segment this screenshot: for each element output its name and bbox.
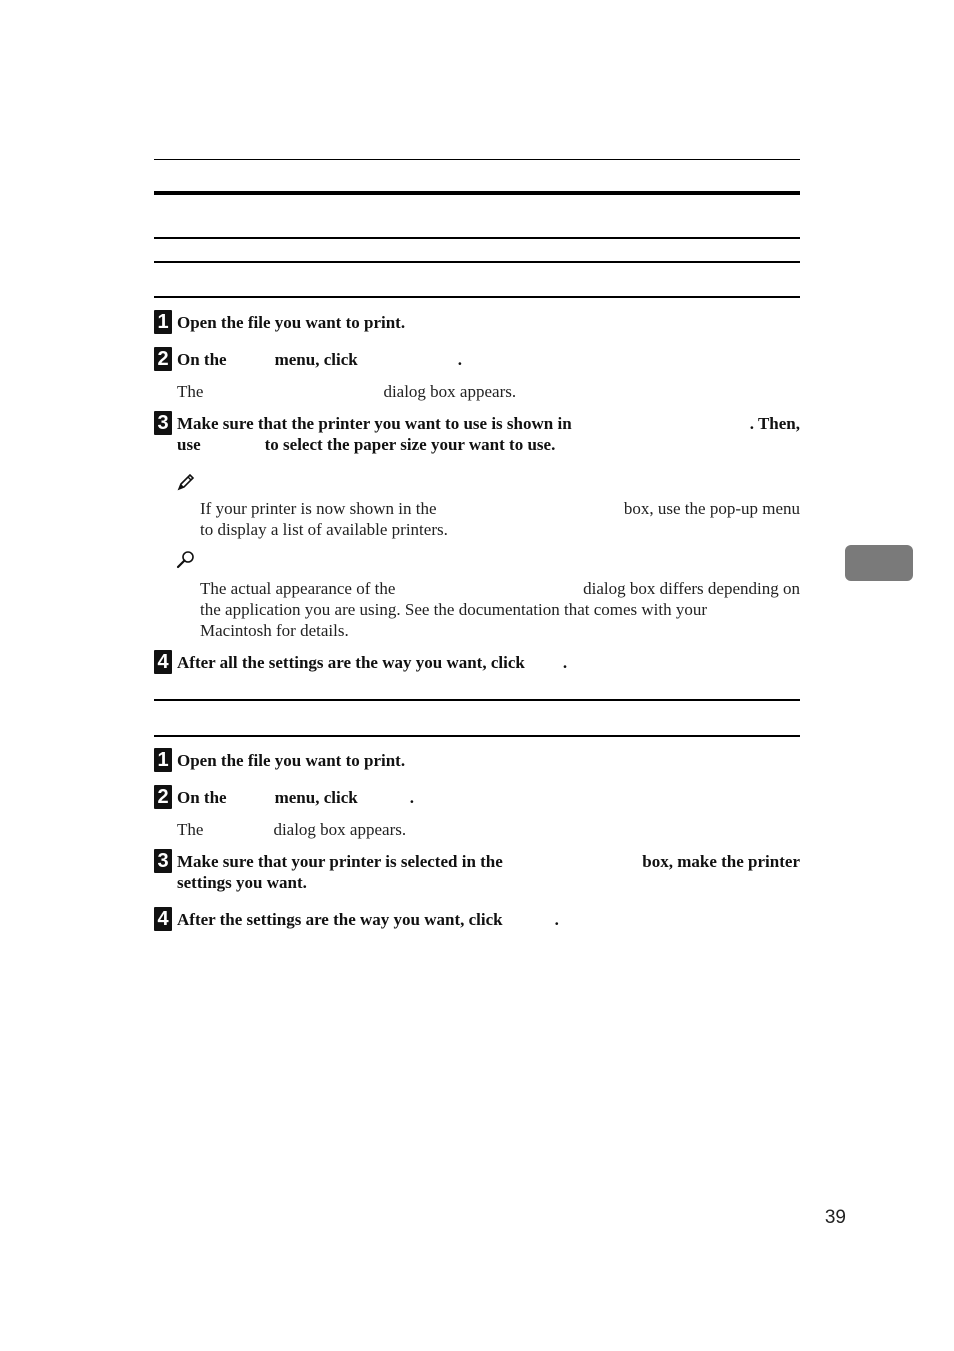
header-rule [154,159,800,160]
note-pencil-icon [176,472,196,492]
step-text: Open the file you want to print. [177,751,406,770]
section-rule [154,699,800,701]
step-text: After the settings are the way you want, click . [177,910,559,929]
chapter-tab [845,545,913,581]
step-text: Make sure that the printer you want to use is shown in . Then, use to select the paper size your want to use. [177,414,800,454]
step-text: After all the settings are the way you want, click . [177,653,568,672]
step-result: The dialog box appears. [177,820,407,839]
step-number: 4 [154,650,172,674]
step-result: The dialog box appears. [177,382,517,401]
step-text: On the menu, click . [177,350,462,369]
page-number: 39 [824,1207,846,1228]
step-number: 2 [154,347,172,371]
procedure-rule [154,296,800,298]
step-number: 3 [154,411,172,435]
step-text: On the menu, click . [177,788,414,807]
step-number: 1 [154,310,172,334]
note-text: If your printer is now shown in the box, use the pop-up menu to display a list of available printers. [200,499,800,539]
reference-magnifier-icon [176,550,196,570]
section-rule [154,237,800,239]
subsection-rule [154,261,800,263]
procedure-rule [154,735,800,737]
step-text: Make sure that your printer is selected in the box, make the printer settings you want. [177,852,800,892]
step-text: Open the file you want to print. [177,313,406,332]
title-rule-thick [154,191,800,195]
reference-text: The actual appearance of the dialog box differs depending on the application you are using. See the documentation that comes with your Macintosh for details. [200,579,800,640]
step-number: 1 [154,748,172,772]
step-number: 4 [154,907,172,931]
step-number: 2 [154,785,172,809]
step-number: 3 [154,849,172,873]
